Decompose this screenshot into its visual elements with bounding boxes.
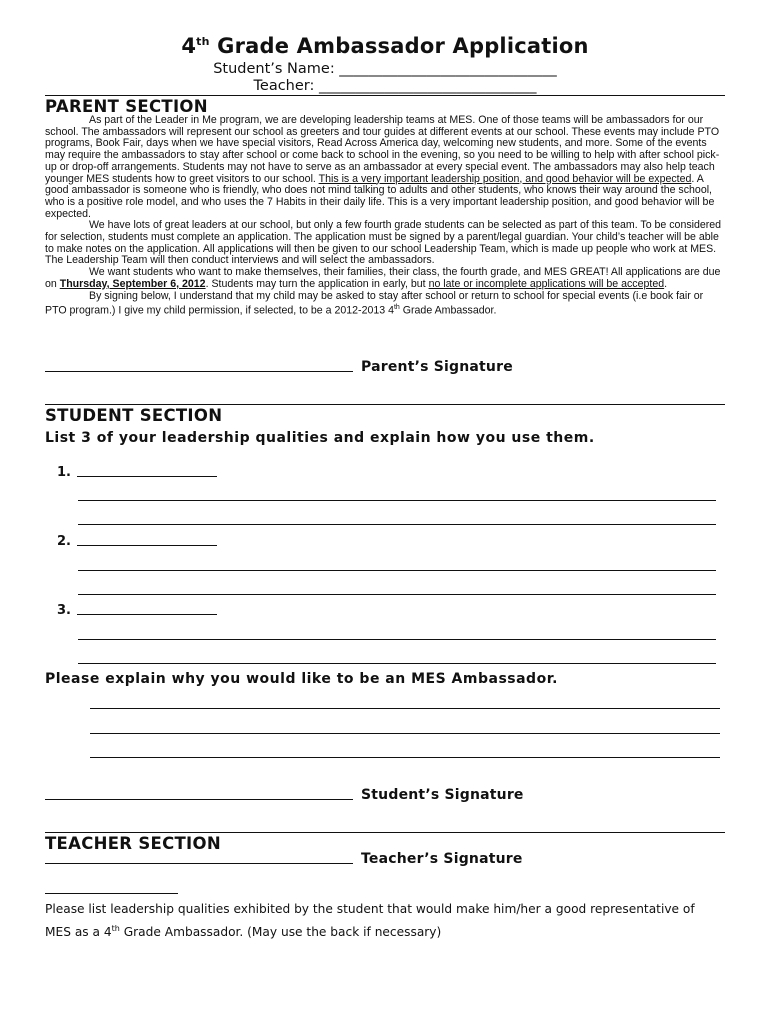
quality-item-1[interactable]: 1. [57,465,217,480]
parent-section-body [45,115,725,317]
teacher-short-line[interactable] [45,893,178,894]
leadership-qualities-prompt: List 3 of your leadership qualities and explain how you use them. [45,430,595,446]
student-signature-line[interactable] [45,787,524,803]
parent-signature-label: Parent’s Signature [361,359,513,375]
answer-line[interactable] [78,594,716,595]
parent-paragraph-3: We want students who want to make themselves, their families, their class, the fourth grade, and MES GREAT! All applications are due on Thursday, September 6, 2012. Students may turn the application in early, but no late or incomplete applications will be accepted. [45,266,721,290]
due-date: Thursday, September 6, 2012 [59,277,206,290]
answer-line[interactable] [90,733,720,734]
teacher-name-field[interactable]: Teacher: ______________________________ [253,78,537,94]
answer-line[interactable] [78,500,716,501]
teacher-signature-label: Teacher’s Signature [361,851,523,867]
teacher-section-divider [45,832,725,833]
answer-line[interactable] [78,639,716,640]
answer-line[interactable] [78,570,716,571]
teacher-instructions: Please list leadership qualities exhibited by the student that would make him/her a good representative of MES as a 4th Grade Ambassador. (May use the back if necessary) [45,902,695,940]
parent-signature-line[interactable] [45,359,513,375]
ambassador-reason-prompt: Please explain why you would like to be an MES Ambassador. [45,671,558,687]
page-title: 4th Grade Ambassador Application [181,34,589,58]
student-section-divider [45,404,725,405]
student-name-field[interactable]: Student’s Name: ______________________________ [213,61,557,77]
parent-paragraph-4: By signing below, I understand that my child may be asked to stay after school or return to school for special events (i.e book fair or PTO program.) I give my child permission, if selected, to be a 2012-2013 4th Grade Ambassador. [45,289,704,317]
answer-line[interactable] [90,757,720,758]
answer-line[interactable] [78,663,716,664]
quality-item-2[interactable]: 2. [57,534,217,549]
student-signature-label: Student’s Signature [361,787,524,803]
parent-paragraph-2: We have lots of great leaders at our school, but only a few fourth grade students can be selected as part of this team. To be considered for selection, students must complete an application. The application must be signed by a parent/legal guardian. Your child’s teacher will be able to make notes on the application. All applications will then be given to our school Leadership Team, which is made up people who work at MES. The Leadership Team will then conduct interviews and will select the ambassadors. [45,219,722,267]
teacher-section-heading: TEACHER SECTION [45,834,221,853]
header-divider [45,95,725,96]
parent-paragraph-1: As part of the Leader in Me program, we are developing leadership teams at MES. One of those teams will be ambassadors for our school. The ambassadors will represent our school as greeters and tour guides at different events at our school. These events may include PTO programs, Book Fair, days when we have special visitors, Read Across America day, welcoming new students, and more. Some of the events may require the ambassadors to stay after school or come back to school in the evening, so you need to be willing to help with after school pick-up or drop-off arrangements. Students may not have to serve as an ambassador at every special event. The ambassadors may also help teach younger MES students how to greet visitors to our school. This is a very important leadership position, and good behavior will be expected. A good ambassador is someone who is friendly, who does not mind talking to adults and other students, who knows their way around the school, who is a positive role model, and who uses the 7 Habits in their daily life. This is a very important leadership position, and good behavior will be expected. [45,114,720,220]
student-section-heading: STUDENT SECTION [45,406,223,425]
parent-section-heading: PARENT SECTION [45,97,208,116]
quality-item-3[interactable]: 3. [57,603,217,618]
answer-line[interactable] [78,524,716,525]
teacher-signature-line[interactable] [45,851,523,867]
answer-line[interactable] [90,708,720,709]
